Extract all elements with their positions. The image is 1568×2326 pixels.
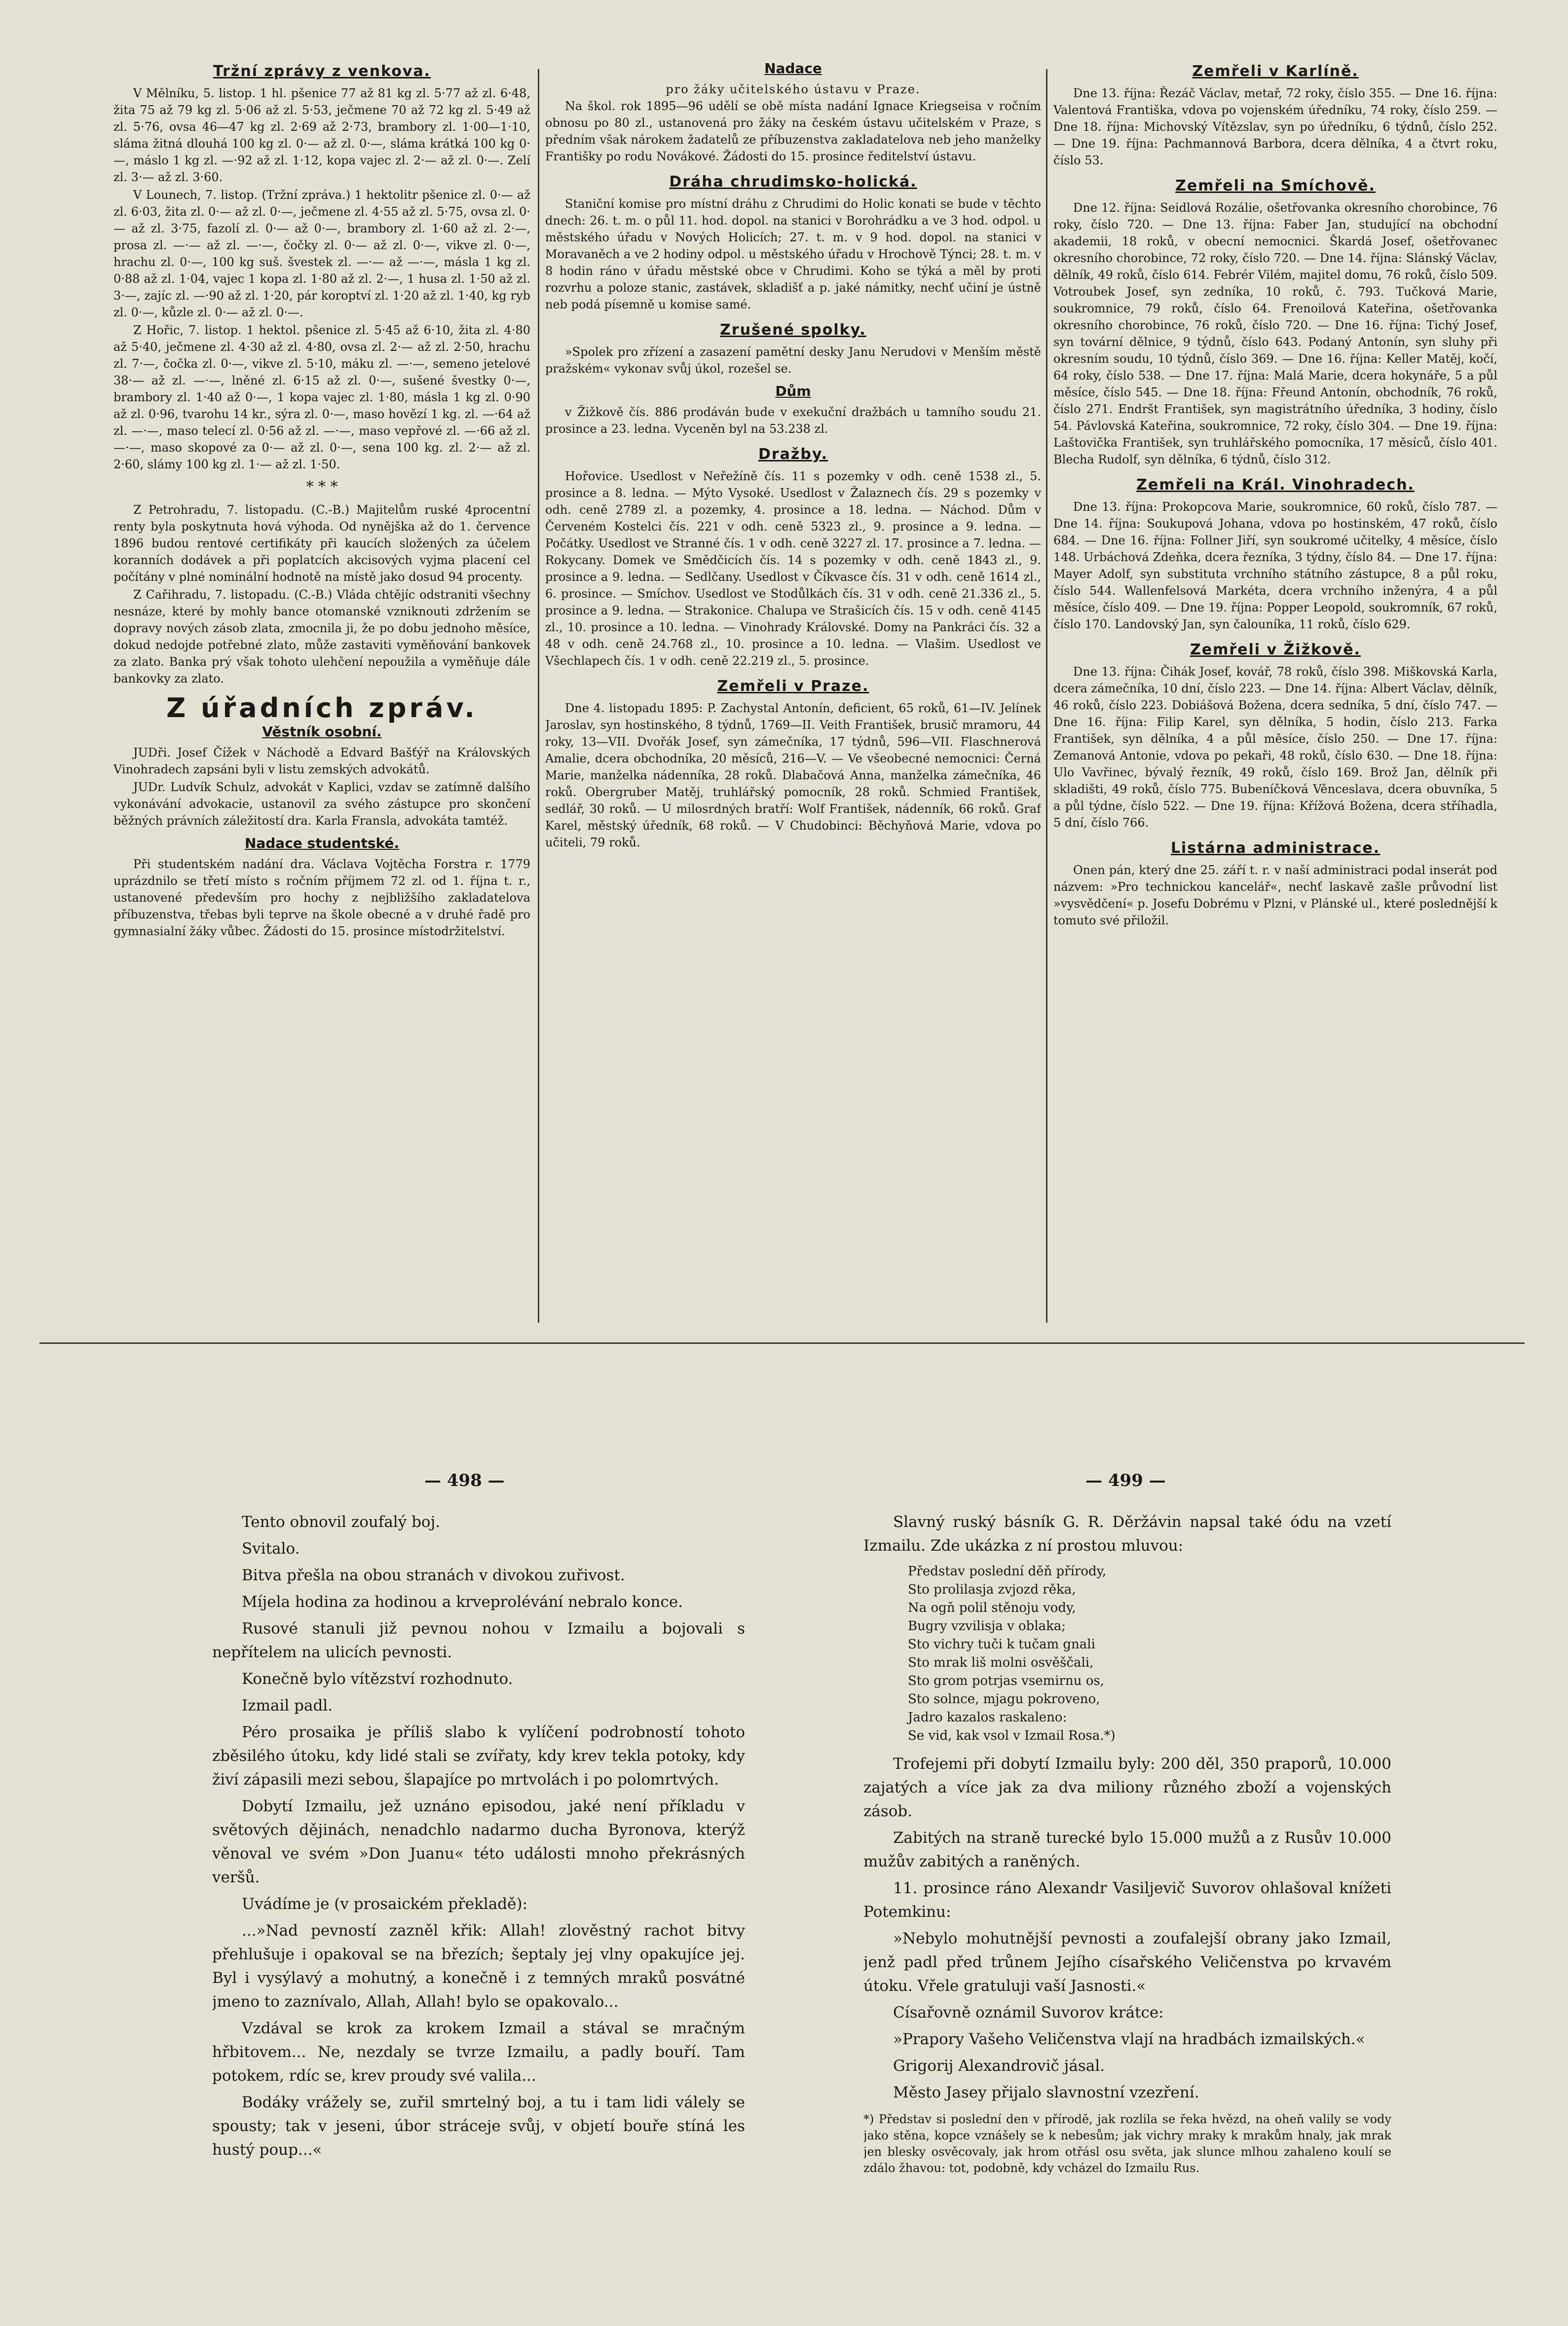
paragraph-died-smichov: Dne 12. října: Seidlová Rozálie, ošetřovanka okresního chorobince, 76 roky, číslo 720. — Dne 13. října: Faber Jan, studující na obchodní akademii, 18 roků, v obecní nemocnici. Škardá Josef, ošetřovanec okresního chorobince, 72 roky, číslo 720. — Dne 14. října: Slánský Václav, dělník, 49 roků, číslo 614. Febrér Vilém, majitel domu, 76 roků, číslo 509. Votroubek Josef, syn zedníka, 10 roků, č. 793. Tučková Marie, soukromnice, 79 roků, číslo 64. Frenoilová Kateřina, ošetřovanka okresního chorobince, 76 roků, číslo 720. — Dne 16. října: Tichý Josef, syn tovární dělnice, 9 týdnů, číslo 643. Podaný Antonín, syn sluhy při okresním soudu, 10 týdnů, číslo 369. — Dne 16. října: Keller Matěj, kočí, 64 roky, číslo 538. — Dne 17. října: Malá Marie, dcera hokynáře, 5 a půl měsíce, číslo 545. — Dne 18. října: Fřeund Antonín, obchodník, 76 roků, číslo 271. Endršt František, syn magistrátního úředníka, 3 hodiny, číslo 54. Pávlovská Kateřina, soukromnice, 72 roky, číslo 304. — Dne 19. října: Laštovička František, syn truhlářského pomocníka, 17 měsíců, číslo 401. Blecha Rudolf, syn dělníka, 6 týdnů, číslo 312. bbox=[1053, 201, 1497, 466]
heading-market-reports: Tržní zprávy z venkova. bbox=[213, 63, 431, 80]
paragraph-societies: »Spolek pro zřízení a zasazení pamětní desky Janu Nerudovi v Menším městě pražském« vykonav svůj úkol, rozešel se. bbox=[545, 345, 1041, 376]
story-paragraph: Bitva přešla na obou stranách v divokou zuřivost. bbox=[242, 1566, 625, 1584]
paragraph-student-foundation: Při studentském nadání dra. Václava Vojtěcha Forstra r. 1779 uprázdnilo se třetí místo s ročním příjmem 72 zl. od 1. října t. r., ustanovené především pro hochy z nejbližšího zakladatelova příbuzenstva, třebas byli teprve na škole obecné a v druhé řadě pro gymnasialní žáky vůbec. Žádosti do 15. prosince místodržitelství. bbox=[113, 857, 530, 938]
heading-died-prague: Zemřeli v Praze. bbox=[717, 678, 869, 695]
heading-died-smichov: Zemřeli na Smíchově. bbox=[1175, 177, 1376, 194]
heading-dissolved-societies: Zrušené spolky. bbox=[720, 321, 866, 339]
poem-line: Bugry vzvilisja v oblaka; bbox=[908, 1619, 1066, 1634]
story-paragraph: ...»Nad pevností zazněl křik: Allah! zlověstný rachot bitvy přehlušuje i opakoval se na březích; šeptaly jej vlny opakujíce jej. Byl i vysýlavý a mohutný, a konečně i z temných mraků posvátné jmeno to zaznívalo, Allah, Allah! bylo se opakovalo... bbox=[212, 1922, 745, 2011]
poem-line: Sto solnce, mjagu pokroveno, bbox=[908, 1692, 1100, 1707]
paragraph-melnik: V Mělníku, 5. listop. 1 hl. pšenice 77 až 81 kg zl. 5·77 až zl. 6·48, žita 75 až 79 kg zl. 5·06 až zl. 5·53, ječmene 70 až 72 kg zl. 5·49 až zl. 5·76, ovsa 46—47 kg zl. 2·69 až 2·73, brambory zl. 1·00—1·10, sláma žitná dlouhá 100 kg zl. 0·— až zl. 0·—, sláma krátká 100 kg 0·—, máslo 1 kg zl. —·92 až zl. 1·12, kopa vajec zl. 2·— až zl. 0·—. Zelí zl. 3·— až zl. 3·60. bbox=[113, 86, 530, 184]
lower-left-page bbox=[212, 1510, 745, 2250]
heading-auctions: Dražby. bbox=[758, 446, 828, 463]
footnote: *) Představ si poslední den v přírodě, jak rozlila se řeka hvězd, na oheň valily se vody jako stěna, kopce vznášely se k nebesům; jak vichry mraky k mrakům hnaly, jak mrak jen blesky osvěcovaly, jak hrom otřásl osu světa, jak slunce mlhou zahaleno koulí se zdálo žhavou: tot, podobně, kdy vcházel do Izmailu Rus. bbox=[863, 2112, 1391, 2175]
heading-admin-letters: Listárna administrace. bbox=[1170, 839, 1381, 857]
story-paragraph: Dobytí Izmailu, jež uznáno episodou, jaké není příkladu v světových dějinách, nenadchlo nadarmo ducha Byronova, kterýž věnoval ve svém »Don Juanu« této události mnoho překrásných veršů. bbox=[212, 1797, 745, 1886]
paragraph-railway: Staniční komise pro místní dráhu z Chrudimi do Holic konati se bude v těchto dnech: 26. t. m. o půl 11. hod. dopol. na stanici v Borohrádku a ve 3 hod. odpol. u městského úřadu v Nových Holicích; 27. t. m. v 9 hod. dopol. na stanici v Moravaněch a ve 2 hodiny odpol. u městského úřadu v Hrochově Týnci; 28. t. m. v 8 hodin ráno v úřadu městské obce v Chrudimi. Koho se týká a měl by proti rozvrhu a poloze stanic, zastávek, skladišť a p. jaké námitky, nechť učiní je ústně neb podá písemně u komise samé. bbox=[545, 197, 1041, 311]
story-paragraph: Trofejemi při dobytí Izmailu byly: 200 děl, 350 praporů, 10.000 zajatých a více jak za dva miliony různého zboží a vojenských zásob. bbox=[863, 1755, 1391, 1820]
story-paragraph: Míjela hodina za hodinou a krveprolévání nebralo konce. bbox=[242, 1593, 683, 1611]
story-paragraph: »Prapory Vašeho Veličenstva vlají na hradbách izmailských.« bbox=[893, 2030, 1365, 2048]
story-paragraph: Grigorij Alexandrovič jásal. bbox=[893, 2057, 1105, 2075]
column-2 bbox=[545, 54, 1041, 1323]
story-paragraph: Péro prosaika je příliš slabo k vylíčení podrobností tohoto zběsilého útoku, kdy lidé stali se zvířaty, kdy krev tekla potoky, kdy živí zápasili mezi sebou, šlapajíce po mrtvolách i po polomrtvých. bbox=[212, 1723, 745, 1789]
column-3 bbox=[1053, 54, 1497, 1323]
story-paragraph: Svitalo. bbox=[242, 1540, 300, 1558]
page-number-right: — 499 — bbox=[1085, 1471, 1166, 1490]
story-paragraph: »Nebylo mohutnější pevnosti a zoufalejší obrany jako Izmail, jenž padl před trůnem Jejího císařského Veličenstva po krvavém útoku. Vřele gratuluji vaší Jasnosti.« bbox=[863, 1930, 1391, 1995]
poem-line: Představ poslední děň přírody, bbox=[908, 1564, 1107, 1579]
lower-right-page bbox=[863, 1510, 1391, 2280]
story-paragraph: Zabitých na straně turecké bylo 15.000 mužů a z Rusův 10.000 mužův zabitých a raněných. bbox=[863, 1829, 1391, 1870]
heading-house: Dům bbox=[775, 383, 811, 399]
heading-foundation: Nadace bbox=[764, 60, 822, 76]
poem-line: Sto grom potrjas vsemirnu os, bbox=[908, 1674, 1104, 1688]
paragraph-gazette-2: JUDr. Ludvík Schulz, advokát v Kaplici, vzdav se zatímně dalšího vykonávání advokacie, ustanovil za svého zástupce pro skončení běžných právních záležitostí dra. Karla Fransla, advokáta tamtéž. bbox=[113, 780, 530, 828]
poem-line: Sto vichry tuči k tučam gnali bbox=[908, 1637, 1095, 1652]
story-paragraph: Vzdával se krok za krokem Izmail a stával se mračným hřbitovem... Ne, nezdaly se tvrze Izmailu, a padly bouří. Tam potokem, rdíc se, krev proudy své valila... bbox=[212, 2020, 745, 2085]
section-stars: * * * bbox=[306, 478, 338, 496]
top-divider-left bbox=[538, 69, 539, 1323]
paragraph-house: v Žižkově čís. 886 prodáván bude v exekuční dražbách u tamního soudu 21. prosince a 23. ledna. Vyceněn byl na 53.238 zl. bbox=[545, 405, 1041, 436]
paragraph-foundation: Na škol. rok 1895—96 udělí se obě místa nadání Ignace Kriegseisa v ročním obnosu po 80 zl., ustanovená pro žáky na českém ústavu učitelském v Praze, s předním však nárokem žadatelů ze příbuzenstva zakladatelova neb jeho manželky Františky po rodu Novákové. Žádosti do 15. prosince ředitelství ústavu. bbox=[545, 99, 1041, 163]
section-divider bbox=[39, 1342, 1525, 1344]
paragraph-horice: Z Hořic, 7. listop. 1 hektol. pšenice zl. 5·45 až 6·10, žita zl. 4·80 až 5·40, ječmene zl. 4·30 až zl. 4·80, ovsa zl. 2·— až zl. 2·50, hrachu zl. 7·—, čočka zl. 0·—, vikve zl. 5·10, máku zl. —·—, semeno jetelové 38·— až zl. —·—, lněné zl. 6·15 až zl. 0·—, sušené švestky 0·—, brambory zl. 1·40 až 0·—, 1 kopa vajec zl. 1·80, másla 1 kg zl. 0·90 až zl. 0·96, tvarohu 14 kr., sýra zl. 0·—, maso hovězí 1 kg. zl. —·64 až zl. —·—, maso telecí zl. 0·56 až zl. —·—, maso vepřové zl. —·66 až zl. —·—, maso skopové za 0·— až zl. 0·—, sena 100 kg. zl. 2·— až zl. 2·60, slámy 100 kg zl. 1·— až zl. 1·50. bbox=[113, 323, 530, 471]
poem-line: Na ogň polil stěnoju vody, bbox=[908, 1601, 1076, 1615]
story-paragraph: Město Jasey přijalo slavnostní vzezření. bbox=[893, 2084, 1199, 2101]
story-paragraph: Slavný ruský básník G. R. Děržávin napsal také ódu na vzetí Izmailu. Zde ukázka z ní prostou mluvou: bbox=[863, 1513, 1391, 1555]
poem-line: Sto prolilasja zvjozd rěka, bbox=[908, 1582, 1076, 1597]
paragraph-gazette-1: JUDři. Josef Čížek v Náchodě a Edvard Bašťýř na Královských Vinohradech zapsáni byli v listu zemských advokátů. bbox=[113, 746, 530, 776]
heading-died-karlin: Zemřeli v Karlíně. bbox=[1192, 63, 1359, 80]
heading-died-vinohrady: Zemřeli na Král. Vinohradech. bbox=[1136, 476, 1415, 494]
paragraph-died-karlin: Dne 13. října: Řezáč Václav, metař, 72 roky, číslo 355. — Dne 16. října: Valentová Františka, vdova po vojenském úředníku, 74 roky, číslo 259. — Dne 18. října: Michovský Vítězslav, syn po úředníku, 6 týdnů, číslo 252. — Dne 19. října: Pachmannová Barbora, dcera dělníka, 4 a čtvrt roku, číslo 53. bbox=[1053, 86, 1497, 167]
poem-line: Jadro kazalos raskaleno: bbox=[908, 1710, 1067, 1725]
story-paragraph: Bodáky vrážely se, zuřil smrtelný boj, a tu i tam lidi válely se spousty; tak v jeseni, úbor stráceje svůj, v objetí bouře stíná les hustý poup...« bbox=[212, 2094, 745, 2159]
story-paragraph: Císařovně oznámil Suvorov krátce: bbox=[893, 2004, 1164, 2021]
paragraph-petrohrad: Z Petrohradu, 7. listopadu. (C.-B.) Majitelům ruské 4procentní renty byla poskytnuta hová výhoda. Od nynějška až do 1. července 1896 budou rentové certifikáty při kaucích složených za účelem koranních dodávek a při poplatcích akcisových vyjma placení cel počítány v plné nominální hodnotě na místě jako dosud 94 procenty. bbox=[113, 503, 530, 584]
poem-block bbox=[908, 1563, 1391, 1745]
paragraph-carihrad: Z Cařihradu, 7. listopadu. (C.-B.) Vláda chtějíc odstraniti všechny nesnáze, které by mohly bance otomanské vzniknouti zdržením se dopravy nových zásob zlata, zmocnila ji, že po dobu jednoho měsíce, dokud nedojde potřebné zlato, může zastaviti vyměňování bankovek za zlato. Banka prý však tohoto ulehčení nepoužila a vyměňuje dále bankovky za zlato. bbox=[113, 588, 530, 686]
story-paragraph: Rusové stanuli již pevnou nohou v Izmailu a bojovali s nepřítelem na ulicích pevnosti. bbox=[212, 1620, 745, 1661]
story-paragraph: 11. prosince ráno Alexandr Vasiljevič Suvorov ohlašoval knížeti Potemkinu: bbox=[863, 1879, 1391, 1921]
paragraph-auctions: Hořovice. Usedlost v Neřežíně čís. 11 s pozemky v odh. ceně 1538 zl., 5. prosince a 8. ledna. — Mýto Vysoké. Usedlost v Žalaznech čís. 29 s pozemky v odh. ceně 2789 zl. a pozemky, 4. prosince a 18. ledna. — Náchod. Dům v Červeném Kostelci čís. 221 v odh. ceně 5323 zl., 9. prosince a 9. ledna. — Počátky. Usedlost ve Stranné čís. 1 v odh. ceně 3227 zl. 17. prosince a 7. ledna. — Rokycany. Domek ve Smědčicích čís. 14 s pozemky v odh. ceně 1843 zl., 9. prosince a 9. ledna. — Sedlčany. Usedlost v Číkvasce čís. 31 v odh. ceně 1614 zl., 6. prosince. — Smíchov. Usedlost ve Stodůlkách čís. 31 v odh. ceně 21.336 zl., 5. prosince a 9. ledna. — Strakonice. Chalupa ve Strašicích čís. 15 v odh. ceně 4145 zl., 10. prosince a 10. ledna. — Vinohrady Královské. Domy na Pankráci čís. 32 a 48 v odh. ceně 24.768 zl., 10. prosince a 10. ledna. — Vlašim. Usedlost ve Všechlapech čís. 1 v odh. ceně 22.219 zl., 5. prosince. bbox=[545, 469, 1041, 668]
poem-line: Sto mrak liš molni osvěščali, bbox=[908, 1655, 1094, 1670]
poem-line: Se vid, kak vsol v Izmail Rosa.*) bbox=[908, 1728, 1116, 1743]
heading-student-foundations: Nadace studentské. bbox=[244, 835, 400, 851]
paragraph-died-prague: Dne 4. listopadu 1895: P. Zachystal Antonín, deficient, 65 roků, 61—IV. Jelínek Jaroslav, syn hostinského, 8 týdnů, 1769—II. Veith František, brusič mramoru, 44 roky, 13—VII. Dvořák Josef, syn zámečníka, 17 týdnů, 596—VII. Flaschnerová Amalie, dcera obchodníka, 20 měsíců, 216—V. — Ve všeobecné nemocnici: Černá Marie, manželka nádenníka, 28 roků. Dlabačová Anna, manželka zámečníka, 46 roků. Obergruber Matěj, truhlářský pomocník, 28 roků. Schmied František, sedlář, 30 roků. — U milosrdných bratří: Wolf František, nádenník, 66 roků. Graf Karel, městský úředník, 68 roků. — V Chudobinci: Běchyňová Marie, vdova po učiteli, 79 roků. bbox=[545, 701, 1041, 849]
story-paragraph: Tento obnovil zoufalý boj. bbox=[242, 1513, 441, 1531]
heading-official-news: Z úřadních zpráv. bbox=[166, 692, 478, 724]
story-paragraph: Izmail padl. bbox=[242, 1697, 333, 1715]
paragraph-admin-letters: Onen pán, který dne 25. září t. r. v naší administraci podal inserát pod názvem: »Pro technickou kancelář«, nechť laskavě zašle průvodní list »vysvědčení« p. Josefu Dobrému v Plzni, v Plánské ul., které poslednější k tomuto své přiložil. bbox=[1053, 863, 1497, 927]
subheading-foundation: pro žáky učitelského ústavu v Praze. bbox=[666, 82, 921, 96]
paragraph-died-zizkov: Dne 13. října: Čihák Josef, kovář, 78 roků, číslo 398. Miškovská Karla, dcera zámečníka, 10 dní, číslo 223. — Dne 14. října: Albert Václav, dělník, 46 roků, číslo 223. Dobiášová Božena, dcera sedníka, 5 dní, číslo 747. — Dne 16. října: Filip Karel, syn dělníka, 5 hodin, číslo 213. Farka František, syn dělníka, 4 a půl měsíce, číslo 250. — Dne 17. října: Zemanová Antonie, vdova po pekaři, 48 roků, číslo 630. — Dne 18. října: Ulo Vavřinec, bývalý řezník, 49 roků, číslo 169. Brož Jan, dělník při skladišti, 49 roků, číslo 775. Bubeníčková Věnceslava, dcera obuvníka, 5 a půl týdne, číslo 522. — Dne 19. října: Křížová Božena, dcera stříhadla, 5 dní, číslo 766. bbox=[1053, 665, 1497, 830]
heading-died-zizkov: Zemřeli v Žižkově. bbox=[1190, 641, 1361, 658]
story-paragraph: Konečně bylo vítězství rozhodnuto. bbox=[242, 1670, 513, 1688]
column-1 bbox=[113, 54, 530, 1323]
heading-personal-gazette: Věstník osobní. bbox=[262, 724, 382, 740]
paragraph-louny: V Lounech, 7. listop. (Tržní zpráva.) 1 hektolitr pšenice zl. 0·— až zl. 6·03, žita zl. 0·— až zl. 0·—, ječmene zl. 4·55 až zl. 5·75, ovsa zl. 0·— až zl. 3·75, fazolí zl. 0·— až 0·—, brambory zl. 1·60 až zl. 2·—, prosa zl. —·— až zl. —·—, čočky zl. 0·— až zl. 0·—, vikve zl. 0·—, hrachu zl. 0·—, 100 kg suš. švestek zl. —·— až —·—, másla 1 kg zl. 0·88 až zl. 1·04, vajec 1 kopa zl. 1·80 až zl. 2·—, 1 husa zl. 1·50 až zl. 3·—, zajíc zl. —·90 až zl. 1·20, pár koroptví zl. 1·20 až zl. 1·40, kg ryb zl. 0·—, kůzle zl. 0·— až zl. 0·—. bbox=[113, 188, 530, 319]
page-number-left: — 498 — bbox=[424, 1471, 505, 1490]
story-paragraph: Uvádíme je (v prosaickém překladě): bbox=[242, 1895, 528, 1913]
paragraph-died-vinohrady: Dne 13. října: Prokopcova Marie, soukromnice, 60 roků, číslo 787. — Dne 14. října: Soukupová Johana, vdova po hostinském, 47 roků, číslo 684. — Dne 16. října: Follner Jiří, syn soukromé učitelky, 4 měsíce, číslo 148. Urbáchová Zdeňka, dcera řezníka, 3 týdny, číslo 84. — Dne 17. října: Mayer Adolf, syn substituta vrchního státního zástupce, 8 a půl roku, číslo 544. Wallenfelsová Markéta, dcera vrchního inženýra, 4 a půl měsíce, číslo 409. — Dne 19. října: Popper Leopold, soukromník, 67 roků, číslo 170. Landovský Jan, syn čalouníka, 11 roků, číslo 629. bbox=[1053, 500, 1497, 631]
heading-railway: Dráha chrudimsko-holická. bbox=[669, 173, 917, 191]
top-divider-right bbox=[1046, 69, 1047, 1323]
